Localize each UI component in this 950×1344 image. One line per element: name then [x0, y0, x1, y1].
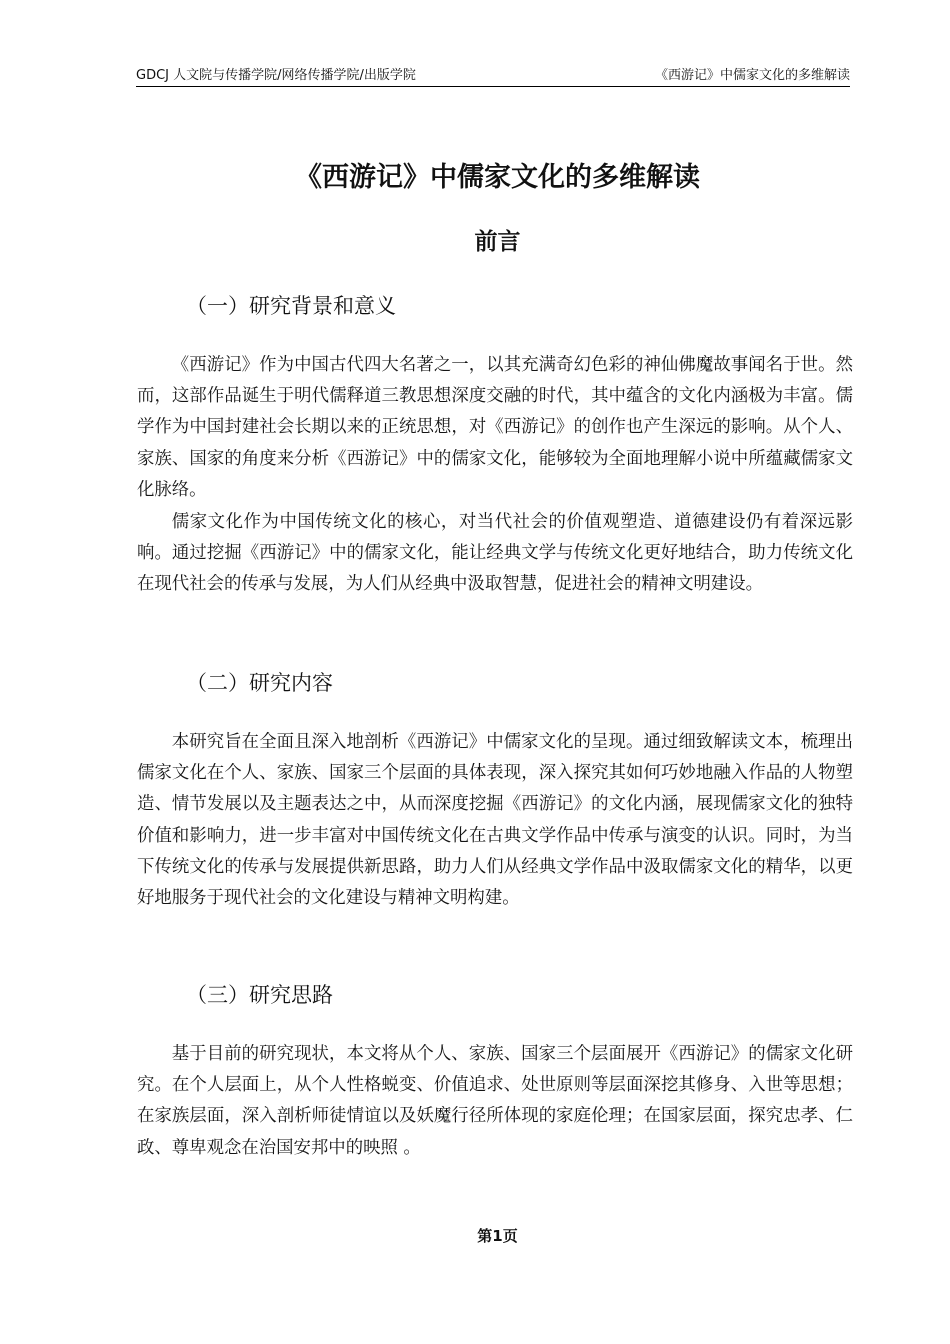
- page-number: 第1页: [477, 1227, 518, 1245]
- paragraph-content-1: 本研究旨在全面且深入地剖析《西游记》中儒家文化的呈现。通过细致解读文本，梳理出儒家文化在个人、家族、国家三个层面的具体表现，深入探究其如何巧妙地融入作品的人物塑造、情节发展以及主题表达之中，从而深度挖掘《西游记》的文化内涵，展现儒家文化的独特价值和影响力，进一步丰富对中国传统文化在古典文学作品中传承与演变的认识。同时，为当下传统文化的传承与发展提供新思路，助力人们从经典文学作品中汲取儒家文化的精华，以更好地服务于现代社会的文化建设与精神文明构建。: [137, 732, 853, 909]
- document-title: 《西游记》中儒家文化的多维解读: [295, 162, 700, 193]
- section-heading-background: （一）研究背景和意义: [186, 294, 396, 318]
- header-document-title: 《西游记》中儒家文化的多维解读: [654, 68, 850, 83]
- paragraph-approach-1: 基于目前的研究现状，本文将从个人、家族、国家三个层面展开《西游记》的儒家文化研究。在个人层面上，从个人性格蜕变、价值追求、处世原则等层面深挖其修身、入世等思想；在家族层面，深入剖析师徒情谊以及妖魔行径所体现的家庭伦理；在国家层面，探究忠孝、仁政、尊卑观念在治国安邦中的映照 。: [137, 1044, 853, 1158]
- header-institution: GDCJ 人文院与传播学院/网络传播学院/出版学院: [136, 68, 416, 83]
- paragraph-background-1: 《西游记》作为中国古代四大名著之一，以其充满奇幻色彩的神仙佛魔故事闻名于世。然而，这部作品诞生于明代儒释道三教思想深度交融的时代，其中蕴含的文化内涵极为丰富。儒学作为中国封建社会长期以来的正统思想，对《西游记》的创作也产生深远的影响。从个人、家族、国家的角度来分析《西游记》中的儒家文化，能够较为全面地理解小说中所蕴藏儒家文化脉络。: [137, 355, 853, 500]
- section-heading-approach: （三）研究思路: [186, 983, 333, 1007]
- section-heading-content: （二）研究内容: [186, 671, 333, 695]
- running-header: [136, 66, 850, 87]
- preface-heading: 前言: [474, 229, 521, 255]
- paragraph-background-2: 儒家文化作为中国传统文化的核心，对当代社会的价值观塑造、道德建设仍有着深远影响。通过挖掘《西游记》中的儒家文化，能让经典文学与传统文化更好地结合，助力传统文化在现代社会的传承与发展，为人们从经典中汲取智慧，促进社会的精神文明建设。: [137, 512, 853, 595]
